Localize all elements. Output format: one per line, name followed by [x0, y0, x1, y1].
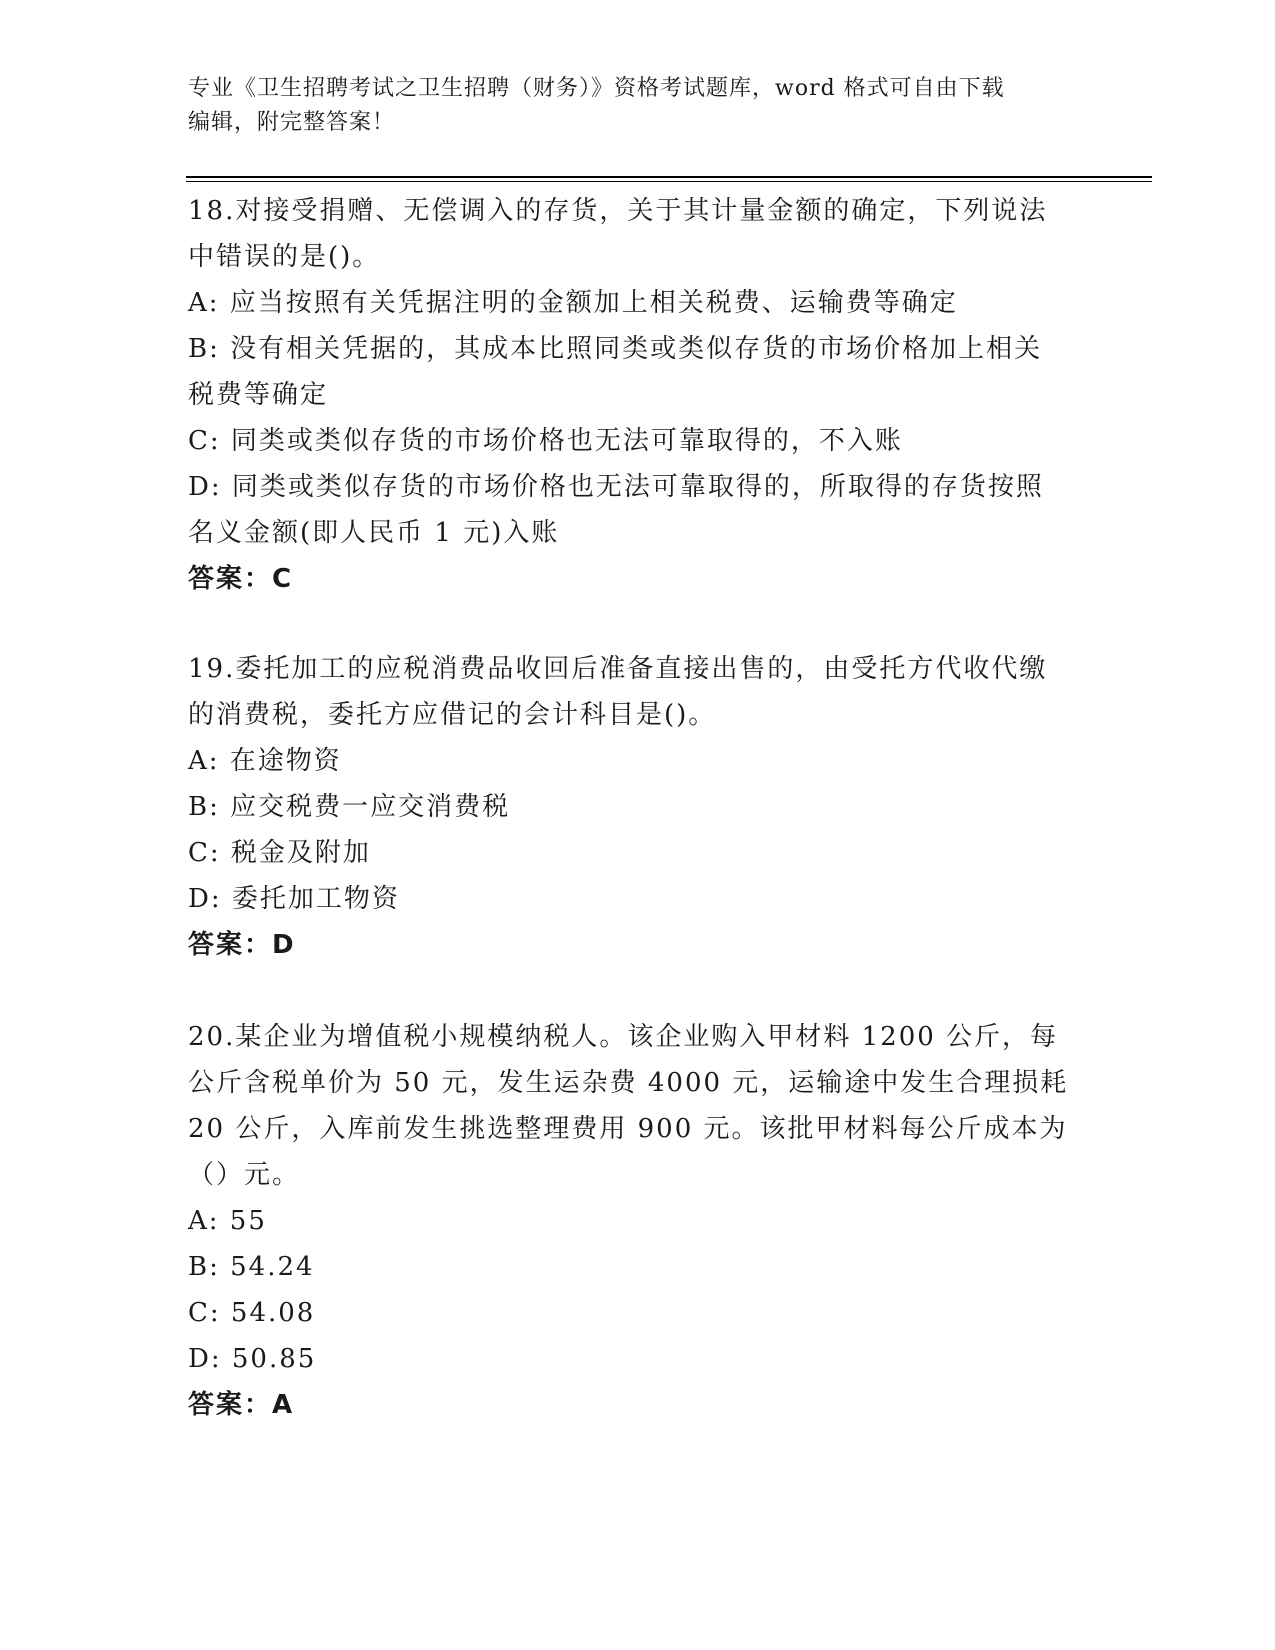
header-divider-thin [186, 181, 1152, 182]
header-line-2: 编辑，附完整答案！ [188, 110, 396, 135]
option-a: A: 应当按照有关凭据注明的金额加上相关税费、运输费等确定 [188, 288, 958, 318]
document-header [188, 72, 1088, 140]
option-b: B: 应交税费一应交消费税 [188, 792, 511, 822]
option-d: D: 委托加工物资 [188, 884, 400, 914]
answer: 答案：A [188, 1390, 295, 1420]
option-a: A: 在途物资 [188, 746, 342, 776]
option-b: B: 没有相关凭据的，其成本比照同类或类似存货的市场价格加上相关 [188, 334, 1043, 364]
option-b-continued: 税费等确定 [188, 380, 329, 410]
option-c: C: 税金及附加 [188, 838, 371, 868]
answer: 答案：D [188, 930, 296, 960]
option-c: C: 54.08 [188, 1298, 316, 1328]
answer: 答案：C [188, 564, 294, 594]
option-a: A: 55 [188, 1206, 267, 1236]
question-text: 中错误的是()。 [188, 242, 381, 272]
option-d: D: 50.85 [188, 1344, 317, 1374]
question-20 [188, 1014, 1078, 1428]
option-d-continued: 名义金额(即人民币 1 元)入账 [188, 518, 560, 548]
question-text: 公斤含税单价为 50 元，发生运杂费 4000 元，运输途中发生合理损耗 [188, 1068, 1069, 1098]
option-b: B: 54.24 [188, 1252, 315, 1282]
question-text: 20 公斤，入库前发生挑选整理费用 900 元。该批甲材料每公斤成本为 [188, 1114, 1068, 1144]
header-line-1: 专业《卫生招聘考试之卫生招聘（财务）》资格考试题库，word 格式可自由下载 [188, 76, 1005, 101]
question-text: 20.某企业为增值税小规模纳税人。该企业购入甲材料 1200 公斤，每 [188, 1022, 1059, 1052]
question-18 [188, 188, 1078, 602]
header-divider-thick [186, 176, 1152, 178]
question-19 [188, 646, 1078, 968]
question-text: 18.对接受捐赠、无偿调入的存货，关于其计量金额的确定，下列说法 [188, 196, 1048, 226]
option-c: C: 同类或类似存货的市场价格也无法可靠取得的，不入账 [188, 426, 903, 456]
option-d: D: 同类或类似存货的市场价格也无法可靠取得的，所取得的存货按照 [188, 472, 1044, 502]
question-text: 19.委托加工的应税消费品收回后准备直接出售的，由受托方代收代缴 [188, 654, 1048, 684]
question-text: （）元。 [188, 1160, 301, 1190]
question-text: 的消费税，委托方应借记的会计科目是()。 [188, 700, 717, 730]
